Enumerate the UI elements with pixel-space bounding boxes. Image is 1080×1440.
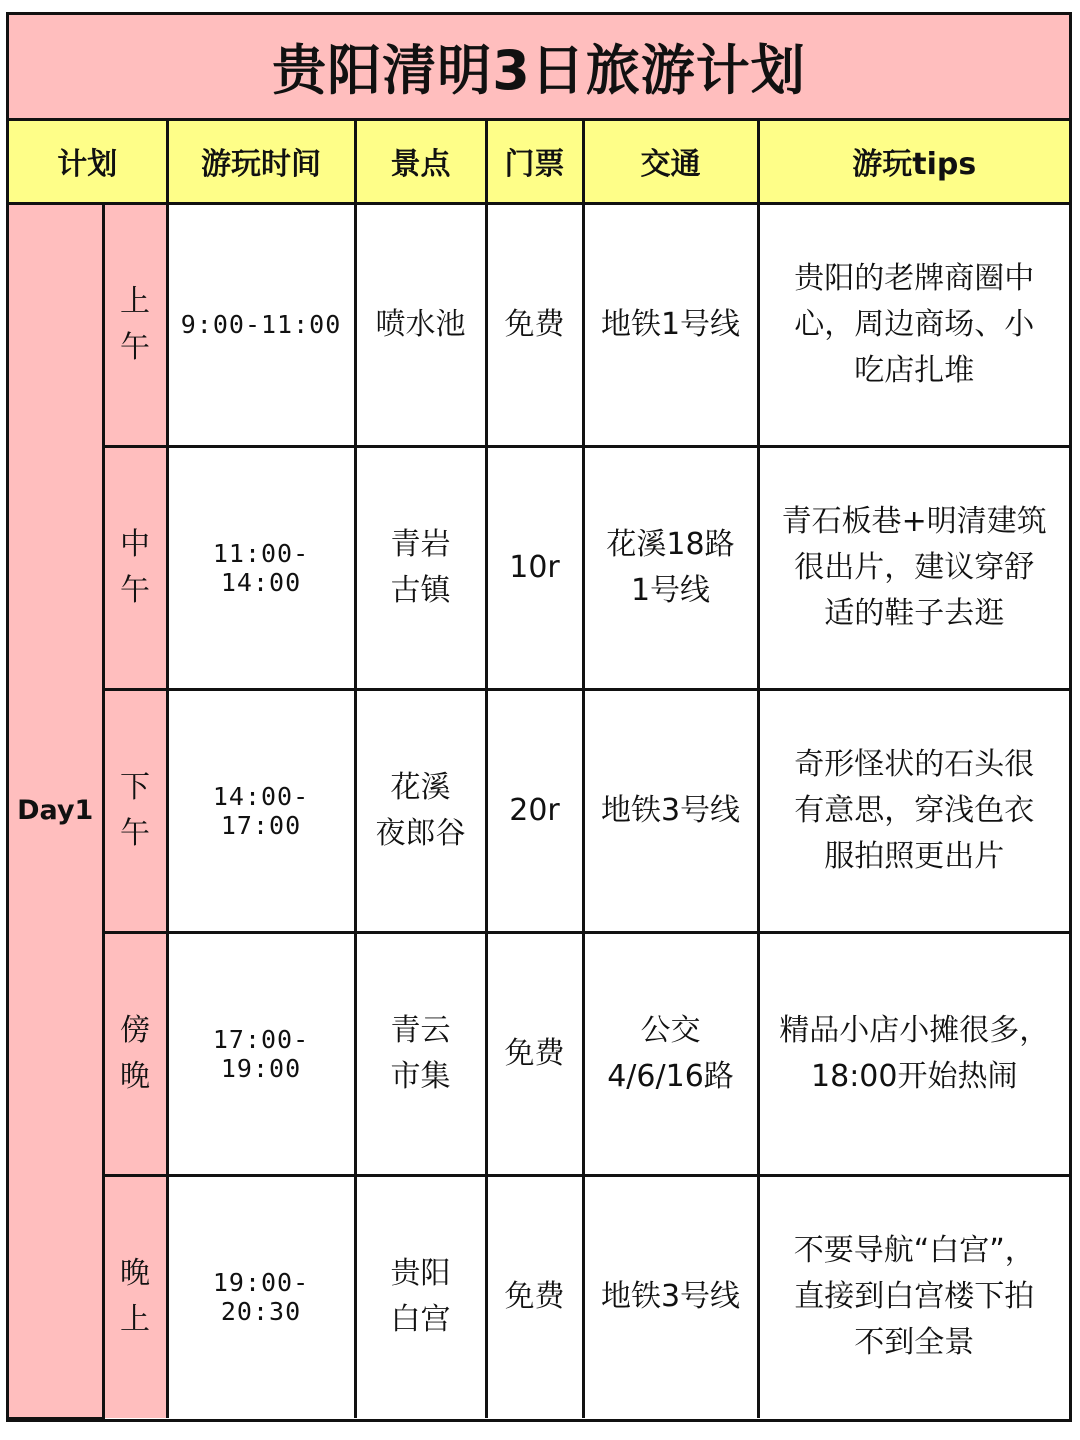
page-title: 贵阳清明3日旅游计划 [272,39,806,102]
period-cell [103,446,167,689]
period-char: 上 [120,283,150,319]
spot-line: 白宫 [390,1302,451,1338]
spot-cell [355,446,486,689]
spot-cell [355,203,486,446]
period-cell [103,203,167,446]
tips-line: 适的鞋子去逛 [824,595,1005,631]
traffic-line: 花溪18路 [606,526,735,562]
spot-line: 贵阳 [390,1256,451,1292]
spot-line: 青云 [390,1012,451,1048]
tips-line: 服拍照更出片 [824,838,1005,874]
period-cell [103,1175,167,1418]
period-char: 下 [120,769,150,805]
title-bar [9,15,1069,121]
traffic-line: 公交 [640,1012,701,1048]
period-cell [103,932,167,1175]
ticket-cell: 免费 [486,932,583,1175]
header-time: 游玩时间 [167,121,355,203]
period-char: 午 [120,329,150,365]
header-row [9,121,1069,203]
spot-line: 花溪 [390,769,451,805]
time-cell: 14:00-17:00 [167,689,355,932]
itinerary-sheet [6,12,1072,1422]
tips-line: 吃店扎堆 [854,352,975,388]
table-row [9,932,1069,1175]
header-spot: 景点 [355,121,486,203]
spot-cell [355,932,486,1175]
spot-line: 古镇 [390,572,451,608]
tips-cell [758,446,1069,689]
traffic-line: 1号线 [630,572,711,608]
spot-line: 市集 [390,1058,451,1094]
period-char: 上 [120,1302,150,1338]
time-cell: 19:00-20:30 [167,1175,355,1418]
ticket-cell: 免费 [486,1175,583,1418]
traffic-cell [583,446,758,689]
day-label: Day1 [9,203,103,1418]
table-row [9,689,1069,932]
tips-line: 很出片，建议穿舒 [794,549,1035,585]
header-traffic: 交通 [583,121,758,203]
period-char: 午 [120,572,150,608]
period-char: 傍 [120,1012,150,1048]
time-cell: 9:00-11:00 [167,203,355,446]
spot-line: 夜郎谷 [375,815,466,851]
traffic-line: 4/6/16路 [607,1058,734,1094]
ticket-cell: 10r [486,446,583,689]
tips-cell [758,932,1069,1175]
itinerary-table [9,121,1069,1420]
tips-line: 不到全景 [854,1325,975,1361]
spot-line: 青岩 [390,526,451,562]
header-tips: 游玩tips [758,121,1069,203]
tips-cell [758,1175,1069,1418]
table-row [9,1175,1069,1418]
tips-line: 贵阳的老牌商圈中 [794,260,1035,296]
traffic-line: 地铁3号线 [600,1279,741,1315]
period-cell [103,689,167,932]
traffic-cell [583,203,758,446]
tips-cell [758,203,1069,446]
header-plan: 计划 [9,121,167,203]
traffic-cell [583,932,758,1175]
period-char: 晚 [120,1058,150,1094]
period-char: 晚 [120,1256,150,1292]
traffic-line: 地铁3号线 [600,792,741,828]
tips-line: 心，周边商场、小 [794,306,1035,342]
period-char: 中 [120,526,150,562]
tips-cell [758,689,1069,932]
time-cell: 11:00-14:00 [167,446,355,689]
table-row [9,446,1069,689]
tips-line: 直接到白宫楼下拍 [794,1279,1035,1315]
spot-cell [355,689,486,932]
tips-line: 不要导航“白宫”， [793,1233,1035,1269]
spot-line: 喷水池 [375,306,466,342]
table-row [9,203,1069,446]
tips-line: 精品小店小摊很多， [779,1012,1050,1048]
traffic-cell [583,1175,758,1418]
header-ticket: 门票 [486,121,583,203]
tips-line: 奇形怪状的石头很 [794,746,1035,782]
time-cell: 17:00-19:00 [167,932,355,1175]
traffic-cell [583,689,758,932]
spot-cell [355,1175,486,1418]
ticket-cell: 20r [486,689,583,932]
ticket-cell: 免费 [486,203,583,446]
tips-line: 18:00开始热闹 [811,1058,1018,1094]
traffic-line: 地铁1号线 [600,306,741,342]
period-char: 午 [120,815,150,851]
tips-line: 有意思，穿浅色衣 [794,792,1035,828]
tips-line: 青石板巷+明清建筑 [781,503,1047,539]
